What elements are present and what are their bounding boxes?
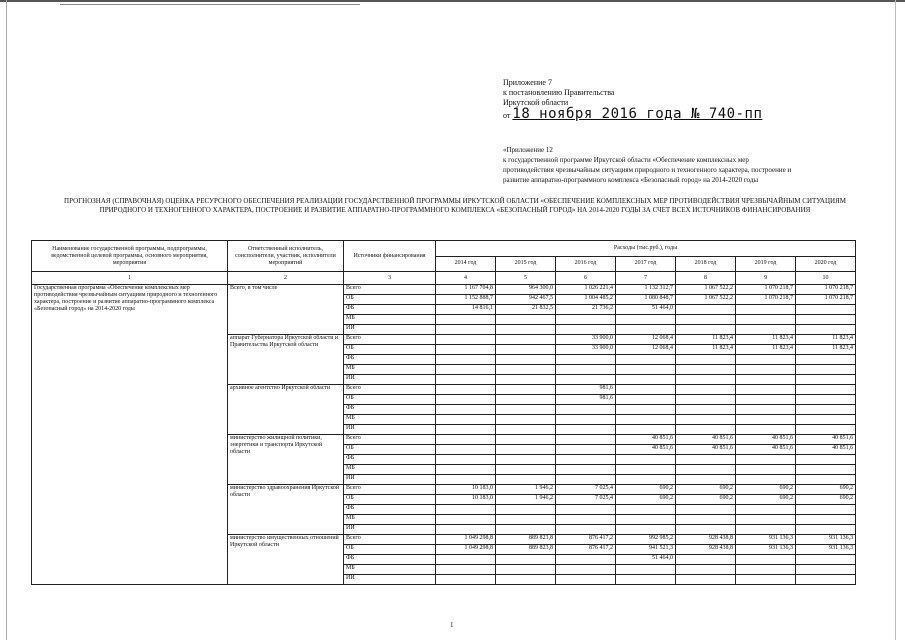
value-cell [676,355,736,365]
source-cell: ОБ [344,395,436,405]
value-cell: 889 823,8 [496,535,556,545]
value-cell: 33 900,0 [556,335,616,345]
value-cell: 1 004 485,2 [556,295,616,305]
value-cell: 11 823,4 [796,345,856,355]
value-cell [736,455,796,465]
appendix12-line2: к государственной программе Иркутской области «Обеспечение комплексных мер [503,156,749,164]
value-cell [616,315,676,325]
value-cell: 7 025,4 [556,495,616,505]
source-cell: МБ [344,365,436,375]
value-cell [616,425,676,435]
value-cell: 941 521,3 [616,545,676,555]
value-cell: 21 832,5 [496,305,556,315]
source-cell: Всего [344,385,436,395]
source-cell: ФБ [344,455,436,465]
value-cell: 1 049 298,8 [436,545,496,555]
value-cell [796,405,856,415]
value-cell [496,335,556,345]
source-cell: МБ [344,315,436,325]
value-cell [796,475,856,485]
value-cell [676,525,736,535]
value-cell: 51 464,0 [616,305,676,315]
value-cell [436,455,496,465]
value-cell [556,525,616,535]
value-cell [556,365,616,375]
value-cell [496,555,556,565]
value-cell [436,315,496,325]
value-cell [796,385,856,395]
value-cell: 931 136,3 [736,535,796,545]
value-cell: 11 823,4 [796,335,856,345]
value-cell [496,355,556,365]
value-cell: 876 417,2 [556,535,616,545]
value-cell: 931 136,3 [796,535,856,545]
value-cell [556,565,616,575]
header-source: Источники финансирования [344,241,436,272]
value-cell [556,505,616,515]
value-cell [796,325,856,335]
value-cell: 1 167 704,8 [436,285,496,295]
value-cell: 690,2 [616,485,676,495]
value-cell: 40 851,6 [616,435,676,445]
value-cell [496,575,556,585]
source-cell: Всего [344,285,436,295]
value-cell [616,395,676,405]
source-cell: ОБ [344,545,436,555]
value-cell [436,525,496,535]
value-cell [436,415,496,425]
source-cell: ИИ [344,425,436,435]
scan-top-border-inner [60,4,360,5]
value-cell [616,385,676,395]
value-cell [676,305,736,315]
value-cell [496,385,556,395]
value-cell: 14 816,1 [436,305,496,315]
source-cell: ОБ [344,295,436,305]
value-cell: 1 946,2 [496,485,556,495]
value-cell [556,315,616,325]
value-cell [556,555,616,565]
value-cell [676,365,736,375]
value-cell: 11 823,4 [736,345,796,355]
value-cell [736,575,796,585]
column-number: 10 [796,272,856,285]
value-cell [676,505,736,515]
value-cell [436,475,496,485]
value-cell [736,315,796,325]
column-number: 1 [32,272,228,285]
value-cell [736,395,796,405]
header-executor: Ответственный исполнитель, соисполнители, участник, исполнители мероприятий [228,241,344,272]
scan-left-edge [6,0,7,640]
value-cell [736,525,796,535]
value-cell [496,365,556,375]
value-cell [496,405,556,415]
source-cell: ИИ [344,575,436,585]
value-cell: 1 070 218,7 [736,295,796,305]
value-cell: 7 025,4 [556,485,616,495]
value-cell [556,425,616,435]
value-cell [616,415,676,425]
source-cell: МБ [344,465,436,475]
value-cell: 12 068,4 [616,345,676,355]
value-cell [616,565,676,575]
value-cell [496,515,556,525]
date-prefix: от [503,111,511,120]
value-cell: 942 467,5 [496,295,556,305]
value-cell [436,325,496,335]
date-handwritten: 18 ноября 2016 года № 740-пп [512,106,763,122]
value-cell [796,515,856,525]
value-cell [436,405,496,415]
appendix12-line1: «Приложение 12 [503,146,553,154]
source-cell: ОБ [344,445,436,455]
source-cell: МБ [344,515,436,525]
value-cell: 931 136,3 [736,545,796,555]
value-cell [496,415,556,425]
value-cell [736,305,796,315]
executor-cell: министерство имущественных отношений Иркутской области [228,535,344,585]
value-cell: 40 851,6 [796,435,856,445]
value-cell [496,455,556,465]
value-cell [736,325,796,335]
value-cell [676,565,736,575]
value-cell: 11 823,4 [676,345,736,355]
value-cell [496,375,556,385]
value-cell [736,425,796,435]
value-cell [556,405,616,415]
header-year: 2018 год [676,256,736,272]
value-cell [796,505,856,515]
value-cell [796,525,856,535]
value-cell [496,475,556,485]
value-cell [616,355,676,365]
value-cell [616,475,676,485]
value-cell [436,435,496,445]
source-cell: ФБ [344,505,436,515]
value-cell [676,375,736,385]
appendix7-line3: Иркутской области [503,98,569,107]
value-cell: 928 438,8 [676,535,736,545]
value-cell: 1 067 522,2 [676,295,736,305]
value-cell [556,445,616,455]
header-year: 2015 год [496,256,556,272]
value-cell: 1 152 888,7 [436,295,496,305]
value-cell [556,325,616,335]
column-number: 4 [436,272,496,285]
title-line1: ПРОГНОЗНАЯ (СПРАВОЧНАЯ) ОЦЕНКА РЕСУРСНОГО ОБЕСПЕЧЕНИЯ РЕАЛИЗАЦИИ ГОСУДАРСТВЕННОЙ ПРОГРАММЫ ИРКУТСКОЙ ОБЛАСТИ «ОБЕСПЕЧЕНИЕ КОМПЛЕКСНЫХ МЕР ПРОТИВОДЕЙСТВИЯ ЧРЕЗВЫЧАЙНЫМ СИТУАЦИЯМ [64,197,846,205]
value-cell: 964 300,0 [496,285,556,295]
value-cell [736,385,796,395]
value-cell: 690,2 [736,485,796,495]
header-expenses: Расходы (тыс.руб.), годы [436,241,856,257]
value-cell [436,465,496,475]
value-cell: 10 183,0 [436,485,496,495]
value-cell [556,575,616,585]
program-name-cell: Государственная программа «Обеспечение комплексных мер противодействия чрезвычайным ситуациям природного и техногенного характера, построение и развитие аппаратно-программного комплекса «Безопасный город» на 2014-2020 годы [32,285,228,585]
value-cell [616,405,676,415]
column-number: 8 [676,272,736,285]
value-cell [436,345,496,355]
value-cell [436,335,496,345]
value-cell [796,315,856,325]
value-cell [436,385,496,395]
source-cell: ИИ [344,375,436,385]
executor-cell: министерство здравоохранения Иркутской области [228,485,344,535]
value-cell: 40 851,6 [676,435,736,445]
value-cell [736,365,796,375]
value-cell: 690,2 [796,485,856,495]
appendix7-date [503,106,763,122]
scan-top-border [0,0,905,2]
value-cell [496,465,556,475]
appendix7-header [503,78,762,121]
value-cell [496,345,556,355]
value-cell [796,375,856,385]
header-year: 2020 год [796,256,856,272]
value-cell [676,315,736,325]
value-cell [436,355,496,365]
value-cell [496,505,556,515]
value-cell: 992 985,2 [616,535,676,545]
value-cell [676,455,736,465]
value-cell [796,355,856,365]
source-cell: МБ [344,415,436,425]
value-cell [496,425,556,435]
value-cell: 1 067 522,2 [676,285,736,295]
value-cell [796,565,856,575]
value-cell [676,385,736,395]
source-cell: Всего [344,485,436,495]
value-cell: 12 068,4 [616,335,676,345]
column-number: 6 [556,272,616,285]
value-cell [676,415,736,425]
value-cell [436,515,496,525]
value-cell [736,475,796,485]
value-cell [796,465,856,475]
resource-table [31,240,856,585]
value-cell [496,315,556,325]
value-cell [496,525,556,535]
value-cell [736,505,796,515]
source-cell: ФБ [344,355,436,365]
column-number: 2 [228,272,344,285]
value-cell [496,435,556,445]
value-cell [736,515,796,525]
source-cell: Всего [344,435,436,445]
value-cell [556,415,616,425]
value-cell [736,405,796,415]
column-number-row [32,272,856,285]
source-cell: ОБ [344,495,436,505]
source-cell: Всего [344,535,436,545]
header-program-name: Наименование государственной программы, подпрограммы, ведомственной целевой программы, основного мероприятия, мероприятия [32,241,228,272]
column-number: 3 [344,272,436,285]
value-cell [616,455,676,465]
value-cell [616,525,676,535]
value-cell: 690,2 [676,495,736,505]
value-cell: 931 136,3 [796,545,856,555]
value-cell [676,515,736,525]
value-cell [796,555,856,565]
header-year: 2014 год [436,256,496,272]
value-cell: 690,2 [676,485,736,495]
header-year: 2017 год [616,256,676,272]
table-body [32,285,856,585]
source-cell: ФБ [344,405,436,415]
value-cell [496,445,556,455]
value-cell: 889 823,8 [496,545,556,555]
value-cell: 1 070 218,7 [796,285,856,295]
value-cell [736,375,796,385]
executor-cell: аппарат Губернатора Иркутской области и Правительства Иркутской области [228,335,344,385]
value-cell: 1 946,2 [496,495,556,505]
appendix7-line1: Приложение 7 [503,78,552,87]
value-cell [436,375,496,385]
value-cell: 1 049 298,8 [436,535,496,545]
appendix12-line4: развитие аппаратно-программного комплекса «Безопасный город» на 2014-2020 годы [503,176,759,184]
value-cell: 1 070 218,7 [736,285,796,295]
value-cell [556,465,616,475]
appendix12-header [503,145,883,185]
table-row [32,285,856,295]
appendix12-line3: противодействия чрезвычайным ситуациям природного и техногенного характера, построение и [503,166,792,174]
source-cell: ФБ [344,555,436,565]
value-cell [616,365,676,375]
value-cell [736,565,796,575]
column-number: 7 [616,272,676,285]
value-cell [436,565,496,575]
header-year: 2016 год [556,256,616,272]
value-cell [676,395,736,405]
value-cell: 33 900,0 [556,345,616,355]
value-cell [616,465,676,475]
value-cell: 1 132 312,7 [616,285,676,295]
executor-cell: архивное агентство Иркутской области [228,385,344,435]
executor-cell: Всего, в том числе [228,285,344,335]
value-cell: 11 823,4 [736,335,796,345]
value-cell [796,415,856,425]
value-cell [556,515,616,525]
value-cell: 1 080 848,7 [616,295,676,305]
column-number: 5 [496,272,556,285]
value-cell [616,575,676,585]
value-cell [556,475,616,485]
value-cell [736,555,796,565]
source-cell: ИИ [344,325,436,335]
value-cell [616,375,676,385]
value-cell: 21 736,2 [556,305,616,315]
value-cell: 981,6 [556,395,616,405]
value-cell [436,505,496,515]
value-cell: 10 183,0 [436,495,496,505]
value-cell [676,555,736,565]
value-cell: 1 026 221,4 [556,285,616,295]
source-cell: ФБ [344,305,436,315]
value-cell [736,465,796,475]
value-cell: 51 464,0 [616,555,676,565]
value-cell: 11 823,4 [676,335,736,345]
value-cell: 690,2 [616,495,676,505]
value-cell [676,465,736,475]
value-cell [796,365,856,375]
value-cell [616,505,676,515]
value-cell [676,425,736,435]
appendix7-line2: к постановлению Правительства [503,88,615,97]
value-cell: 40 851,6 [736,445,796,455]
value-cell [556,375,616,385]
value-cell: 40 851,6 [676,445,736,455]
value-cell [796,575,856,585]
source-cell: ИИ [344,525,436,535]
value-cell: 40 851,6 [736,435,796,445]
value-cell [736,415,796,425]
value-cell [556,355,616,365]
value-cell: 40 851,6 [616,445,676,455]
value-cell [796,305,856,315]
document-title [20,197,890,215]
executor-cell: министерство жилищной политики, энергетики и транспорта Иркутской области [228,435,344,485]
value-cell [436,575,496,585]
source-cell: ИИ [344,475,436,485]
title-line2: ПРИРОДНОГО И ТЕХНОГЕННОГО ХАРАКТЕРА, ПОСТРОЕНИЕ И РАЗВИТИЕ АППАРАТНО-ПРОГРАММНОГО КОМПЛЕКСА «БЕЗОПАСНЫЙ ГОРОД» НА 2014-2020 ГОДЫ ЗА СЧЕТ ВСЕХ ИСТОЧНИКОВ ФИНАНСИРОВАНИЯ [99,206,811,214]
value-cell: 690,2 [736,495,796,505]
value-cell [796,455,856,465]
value-cell [556,455,616,465]
value-cell [736,355,796,365]
value-cell [436,365,496,375]
source-cell: МБ [344,565,436,575]
value-cell [496,325,556,335]
value-cell: 690,2 [796,495,856,505]
value-cell: 876 417,2 [556,545,616,555]
page-number: 1 [450,621,454,629]
value-cell [436,445,496,455]
value-cell: 981,6 [556,385,616,395]
value-cell [616,325,676,335]
value-cell [616,515,676,525]
value-cell [496,395,556,405]
value-cell [556,435,616,445]
source-cell: Всего [344,335,436,345]
source-cell: ОБ [344,345,436,355]
header-year: 2019 год [736,256,796,272]
value-cell [796,425,856,435]
value-cell [436,555,496,565]
column-number: 9 [736,272,796,285]
value-cell [796,395,856,405]
value-cell [676,475,736,485]
value-cell: 40 851,6 [796,445,856,455]
scan-right-edge [895,0,896,640]
value-cell [496,565,556,575]
value-cell: 928 438,8 [676,545,736,555]
value-cell [676,405,736,415]
value-cell [676,575,736,585]
value-cell [436,395,496,405]
value-cell: 1 070 218,7 [796,295,856,305]
value-cell [676,325,736,335]
value-cell [436,425,496,435]
